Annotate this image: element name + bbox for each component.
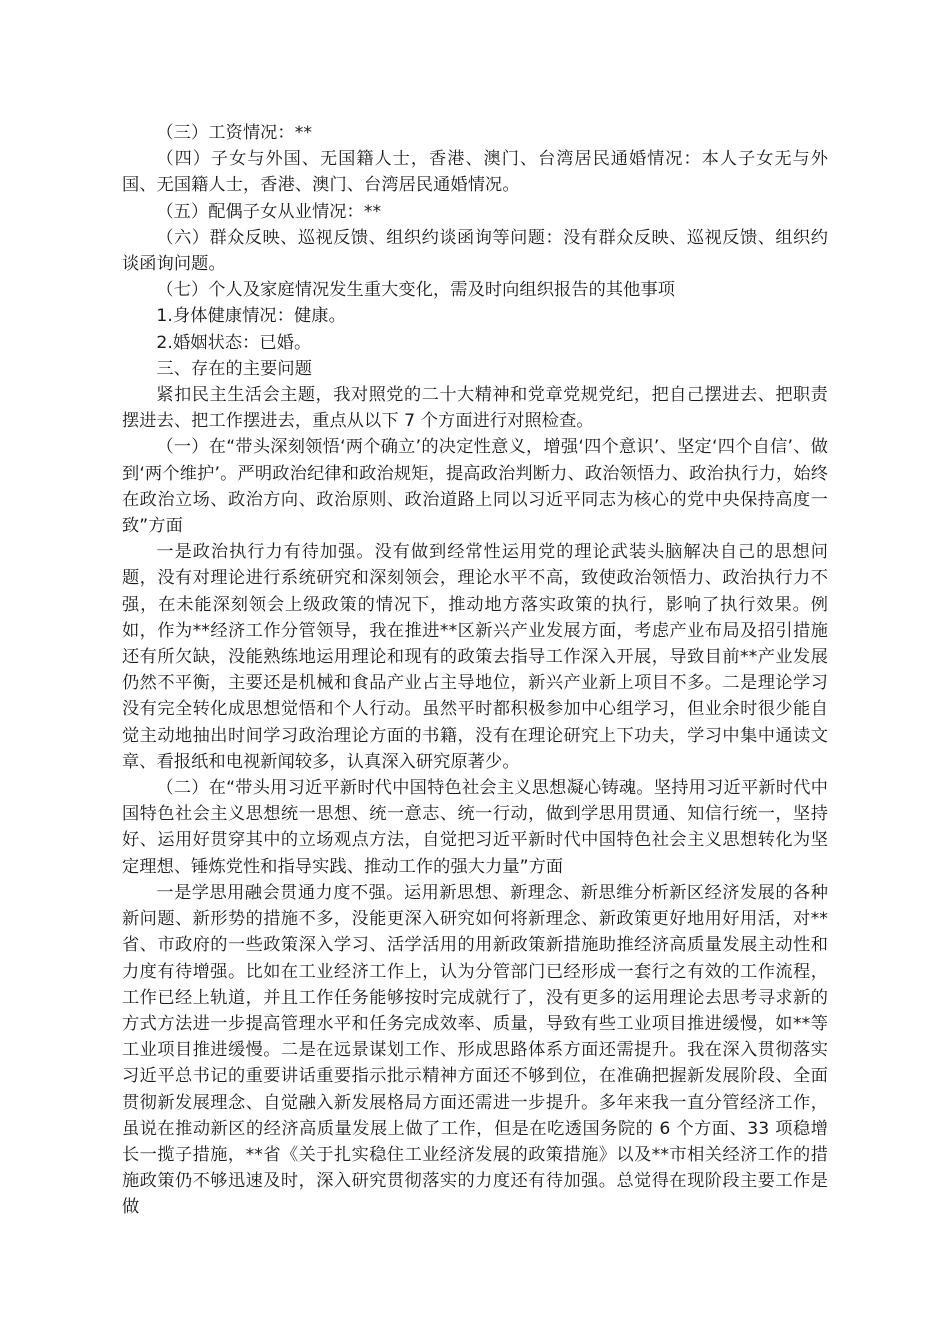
subsection-heading-2: （二）在“带头用习近平新时代中国特色社会主义思想凝心铸魂。坚持用习近平新时代中国特色社会主义思想统一思想、统一意志、统一行动，做到学思用贯通、知信行统一，坚持好、运用好贯穿其中的立场观点方法，自觉把习近平新时代中国特色社会主义思想转化为坚定理想、锤炼党性和指导实践、推动工作的强大力量”方面 xyxy=(122,778,828,877)
document-page xyxy=(122,120,828,1221)
family-employment-item: （五）配偶子女从业情况：** xyxy=(156,201,382,222)
children-marriage-item: （四）子女与外国、无国籍人士，香港、澳门、台湾居民通婚情况：本人子女无与外国、无国籍人士，香港、澳门、台湾居民通婚情况。 xyxy=(122,149,828,196)
body-paragraph-1: 一是政治执行力有待加强。没有做到经常性运用党的理论武装头脑解决自己的思想问题，没有对理论进行系统研究和深刻领会，理论水平不高，致使政治领悟力、政治执行力不强，在未能深刻领会上级政策的情况下，推动地方落实政策的执行，影响了执行效果。例如，作为**经济工作分管领导，我在推进**区新兴产业发展方面，考虑产业布局及招引措施还有所欠缺，没能熟练地运用理论和现有的政策去指导工作深入开展，导致目前**产业发展仍然不平衡，主要还是机械和食品产业占主导地位，新兴产业新上项目不多。二是理论学习没有完全转化成思想觉悟和个人行动。虽然平时都积极参加中心组学习，但业余时很少能自觉主动地抽出时间学习政治理论方面的书籍，没有在理论研究上下功夫，学习中集中通读文章、看报纸和电视新闻较多，认真深入研究原著少。 xyxy=(122,542,828,772)
subsection-heading-1: （一）在“带头深刻领悟‘两个确立’的决定性意义，增强‘四个意识’、坚定‘四个自信’、做到‘两个维护’。严明政治纪律和政治规矩，提高政治判断力、政治领悟力、政治执行力，始终在政治立场、政治方向、政治原则、政治道路上同以习近平同志为核心的党中央保持高度一致”方面 xyxy=(122,437,828,537)
health-status-item: 1.身体健康情况：健康。 xyxy=(156,306,346,327)
section-heading-main-problems: 三、存在的主要问题 xyxy=(156,358,312,379)
complaints-feedback-item: （六）群众反映、巡视反馈、组织约谈函询等问题：没有群众反映、巡视反馈、组织约谈函询问题。 xyxy=(122,227,828,275)
marital-status-item: 2.婚姻状态：已婚。 xyxy=(156,332,312,353)
major-changes-item: （七）个人及家庭情况发生重大变化，需及时向组织报告的其他事项 xyxy=(156,280,676,301)
body-paragraph-2: 一是学思用融会贯通力度不强。运用新思想、新理念、新思维分析新区经济发展的各种新问题、新形势的措施不多，没能更深入研究如何将新理念、新政策更好地用好用活，对**省、市政府的一些政策深入学习、活学活用的用新政策新措施助推经济高质量发展主动性和力度有待增强。比如在工业经济工作上，认为分管部门已经形成一套行之有效的工作流程，工作已经上轨道，并且工作任务能够按时完成就行了，没有更多的运用理论去思考寻求新的方式方法进一步提高管理水平和任务完成效率、质量，导致有些工业项目推进缓慢，如**等工业项目推进缓慢。二是在远景谋划工作、形成思路体系方面还需提升。我在深入贯彻落实习近平总书记的重要讲话重要指示批示精神方面还不够到位，在准确把握新发展阶段、全面贯彻新发展理念、自觉融入新发展格局方面还需进一步提升。多年来我一直分管经济工作，虽说在推动新区的经济高质量发展上做了工作，但是在吃透国务院的 6 个方面、33 项稳增长一揽子措施，**省《关于扎实稳住工业经济发展的政策措施》以及**市相关经济工作的措施政策仍不够迅速及时，深入研究贯彻落实的力度还有待加强。总觉得在现阶段主要工作是做 xyxy=(122,882,828,1218)
intro-paragraph: 紧扣民主生活会主题，我对照党的二十大精神和党章党规党纪，把自己摆进去、把职责摆进去、把工作摆进去，重点从以下 7 个方面进行对照检查。 xyxy=(122,385,828,432)
wage-status-item: （三）工资情况：** xyxy=(156,123,313,143)
